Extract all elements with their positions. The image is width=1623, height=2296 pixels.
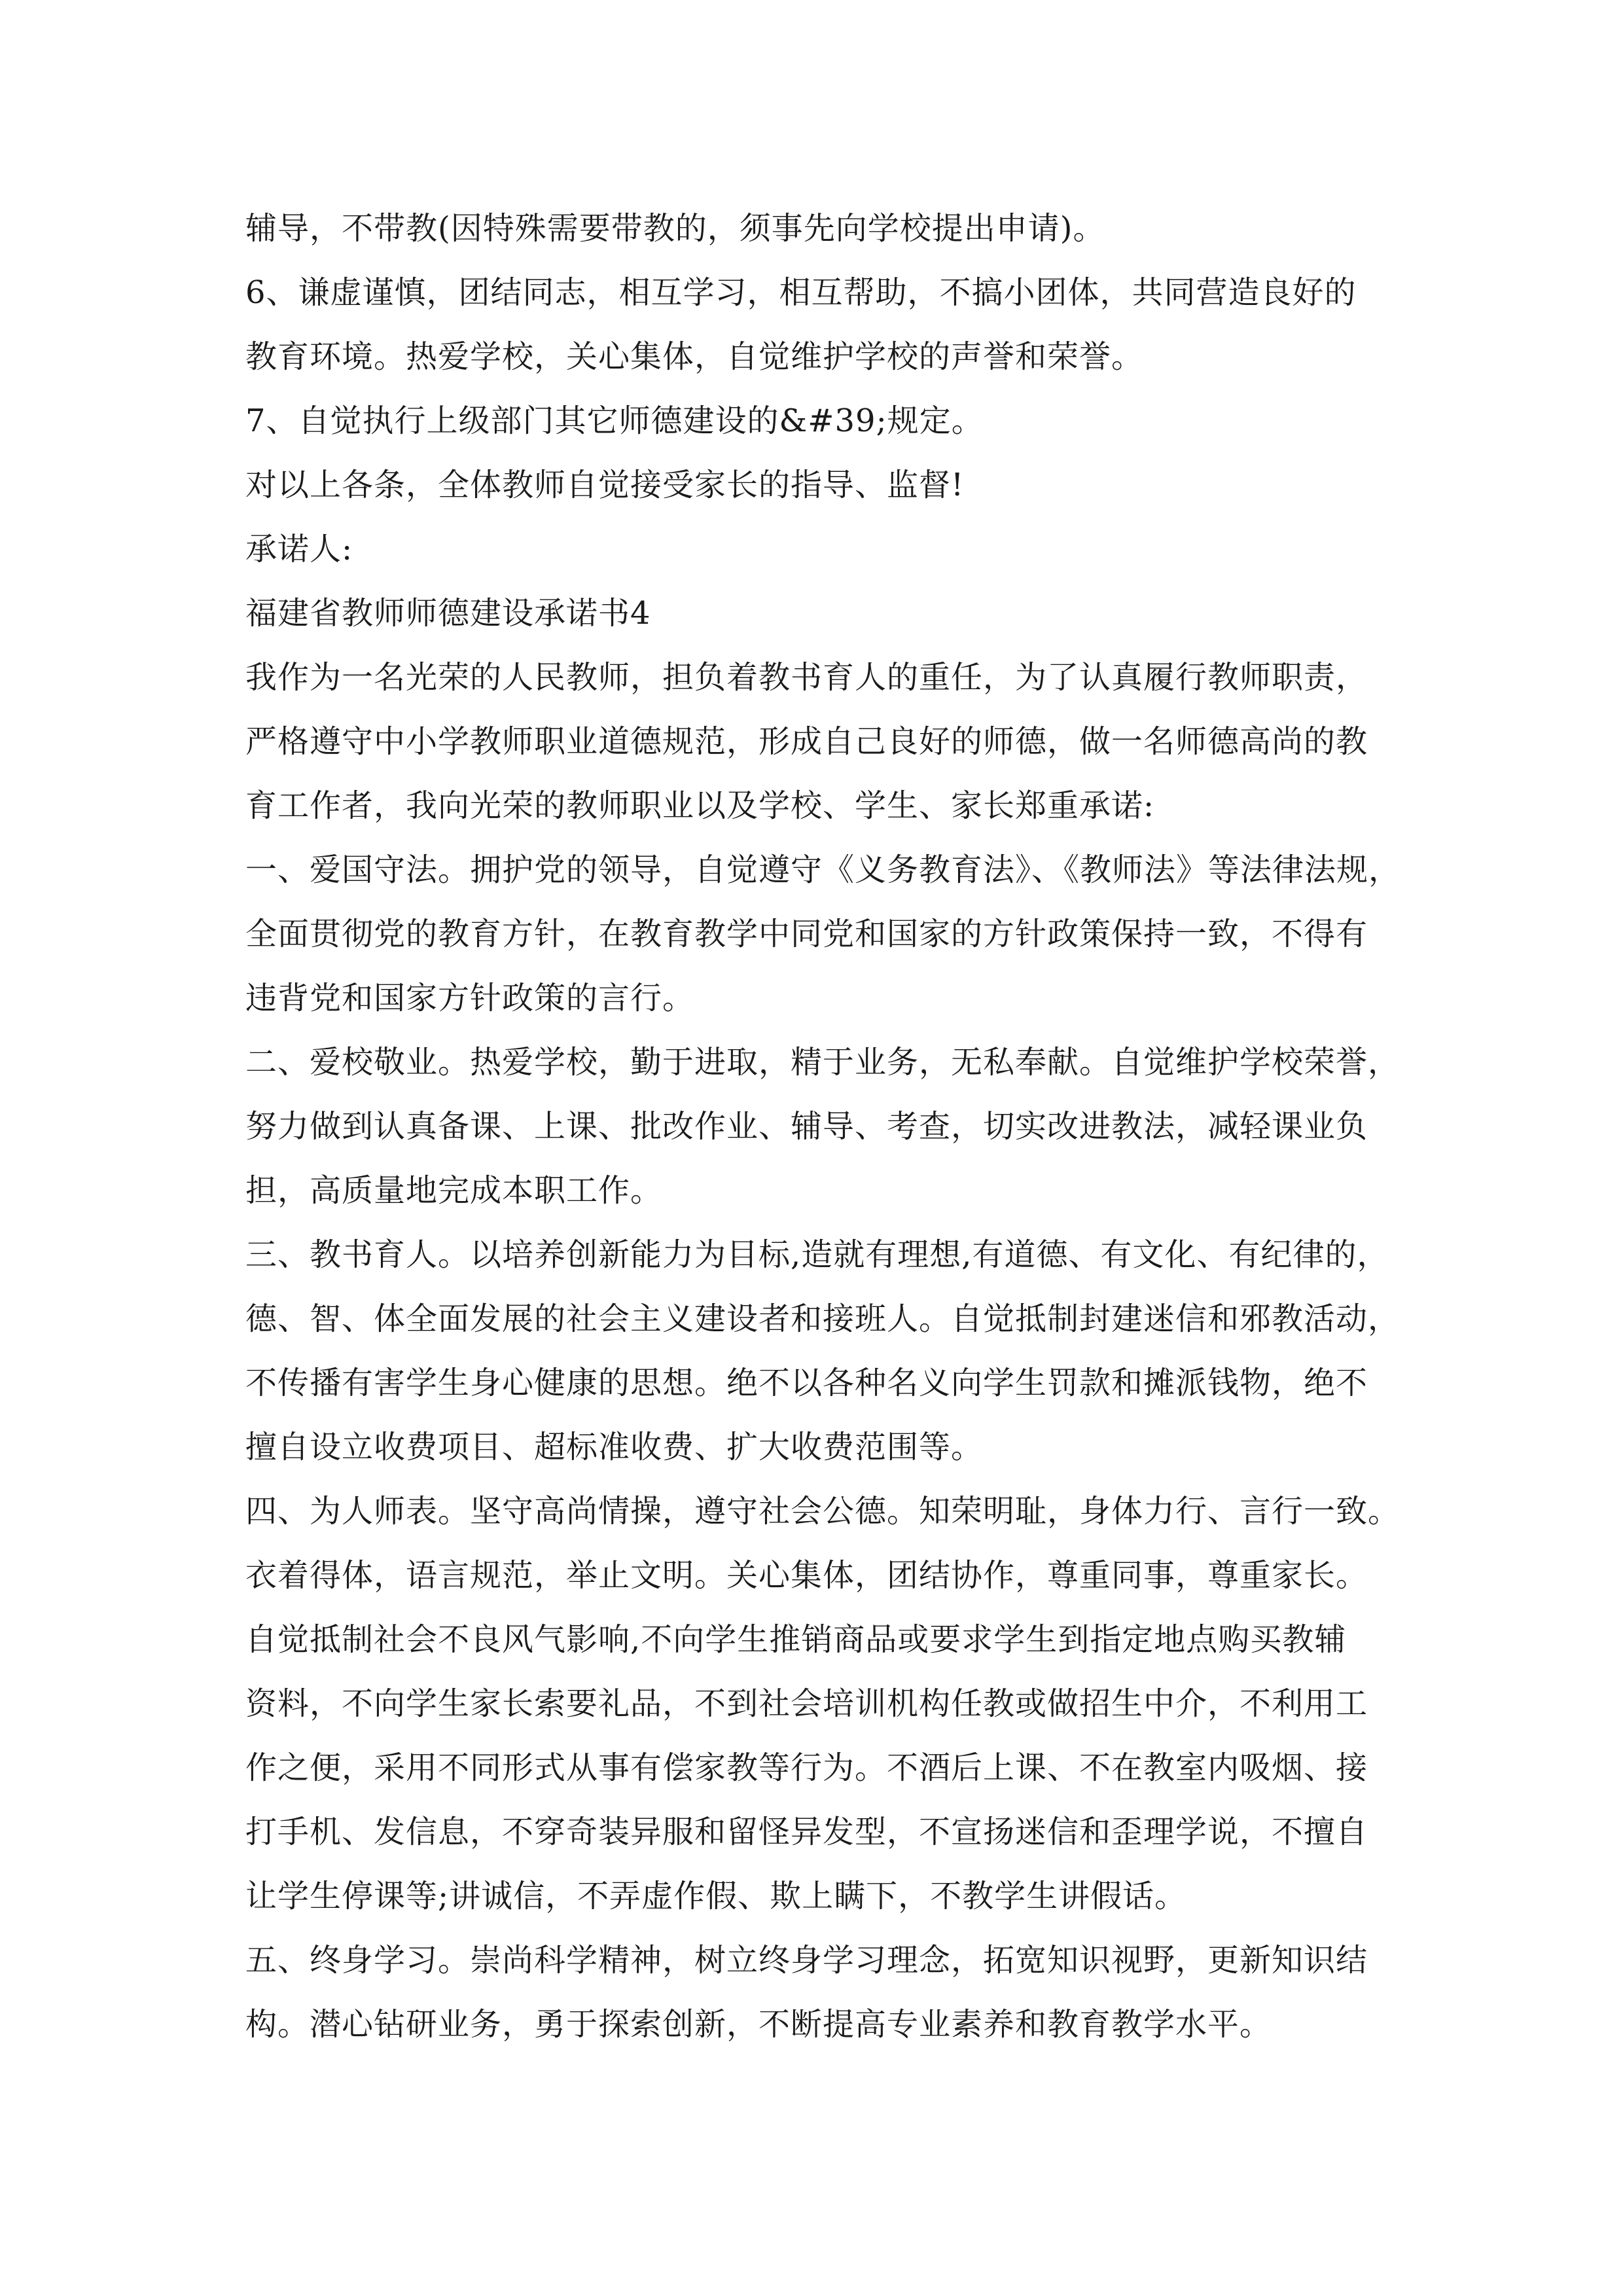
text-line: 五、终身学习。崇尚科学精神，树立终身学习理念，拓宽知识视野，更新知识结 <box>245 1942 1368 1979</box>
text-line: 担，高质量地完成本职工作。 <box>245 1172 663 1209</box>
text-line: 一、爱国守法。拥护党的领导，自觉遵守《义务教育法》、《教师法》等法律法规， <box>245 852 1401 888</box>
text-line: 打手机、发信息，不穿奇装异服和留怪异发型，不宣扬迷信和歪理学说，不擅自 <box>245 1814 1368 1850</box>
text-line: 作之便，采用不同形式从事有偿家教等行为。不酒后上课、不在教室内吸烟、接 <box>245 1749 1368 1786</box>
text-line: 全面贯彻党的教育方针，在教育教学中同党和国家的方针政策保持一致，不得有 <box>245 916 1368 952</box>
text-line: 教育环境。热爱学校，关心集体，自觉维护学校的声誉和荣誉。 <box>245 338 1144 375</box>
text-line: 构。潜心钻研业务，勇于探索创新，不断提高专业素养和教育教学水平。 <box>245 2006 1272 2043</box>
text-line: 不传播有害学生身心健康的思想。绝不以各种名义向学生罚款和摊派钱物，绝不 <box>245 1365 1368 1401</box>
signature-label: 承诺人: <box>245 531 353 567</box>
text-line: 6、谦虚谨慎，团结同志，相互学习，相互帮助，不搞小团体，共同营造良好的 <box>245 274 1357 311</box>
text-line: 辅导，不带教(因特殊需要带教的，须事先向学校提出申请)。 <box>245 210 1105 247</box>
text-line: 违背党和国家方针政策的言行。 <box>245 980 695 1016</box>
text-line: 资料，不向学生家长索要礼品，不到社会培训机构任教或做招生中介，不利用工 <box>245 1685 1368 1722</box>
text-line: 育工作者，我向光荣的教师职业以及学校、学生、家长郑重承诺: <box>245 787 1155 824</box>
text-line: 二、爱校敬业。热爱学校，勤于进取，精于业务，无私奉献。自觉维护学校荣誉， <box>245 1044 1400 1081</box>
section-title: 福建省教师师德建设承诺书4 <box>245 595 651 632</box>
text-line: 三、教书育人。以培养创新能力为目标,造就有理想,有道德、有文化、有纪律的， <box>245 1236 1389 1273</box>
text-line: 德、智、体全面发展的社会主义建设者和接班人。自觉抵制封建迷信和邪教活动， <box>245 1300 1400 1337</box>
document-body <box>245 196 1404 2056</box>
text-line: 严格遵守中小学教师职业道德规范，形成自己良好的师德，做一名师德高尚的教 <box>245 723 1368 760</box>
text-line: 对以上各条，全体教师自觉接受家长的指导、监督! <box>245 467 965 503</box>
text-line: 让学生停课等;讲诚信，不弄虚作假、欺上瞒下，不教学生讲假话。 <box>245 1878 1187 1914</box>
text-line: 四、为人师表。坚守高尚情操，遵守社会公德。知荣明耻，身体力行、言行一致。 <box>245 1493 1400 1530</box>
text-line: 努力做到认真备课、上课、批改作业、辅导、考查，切实改进教法，减轻课业负 <box>245 1108 1368 1145</box>
text-line: 擅自设立收费项目、超标准收费、扩大收费范围等。 <box>245 1429 984 1465</box>
text-line: 7、自觉执行上级部门其它师德建设的&#39;规定。 <box>245 403 984 439</box>
text-line: 自觉抵制社会不良风气影响,不向学生推销商品或要求学生到指定地点购买教辅 <box>245 1621 1347 1658</box>
text-line: 衣着得体，语言规范，举止文明。关心集体，团结协作，尊重同事，尊重家长。 <box>245 1557 1368 1594</box>
text-line: 我作为一名光荣的人民教师，担负着教书育人的重任，为了认真履行教师职责， <box>245 659 1368 696</box>
